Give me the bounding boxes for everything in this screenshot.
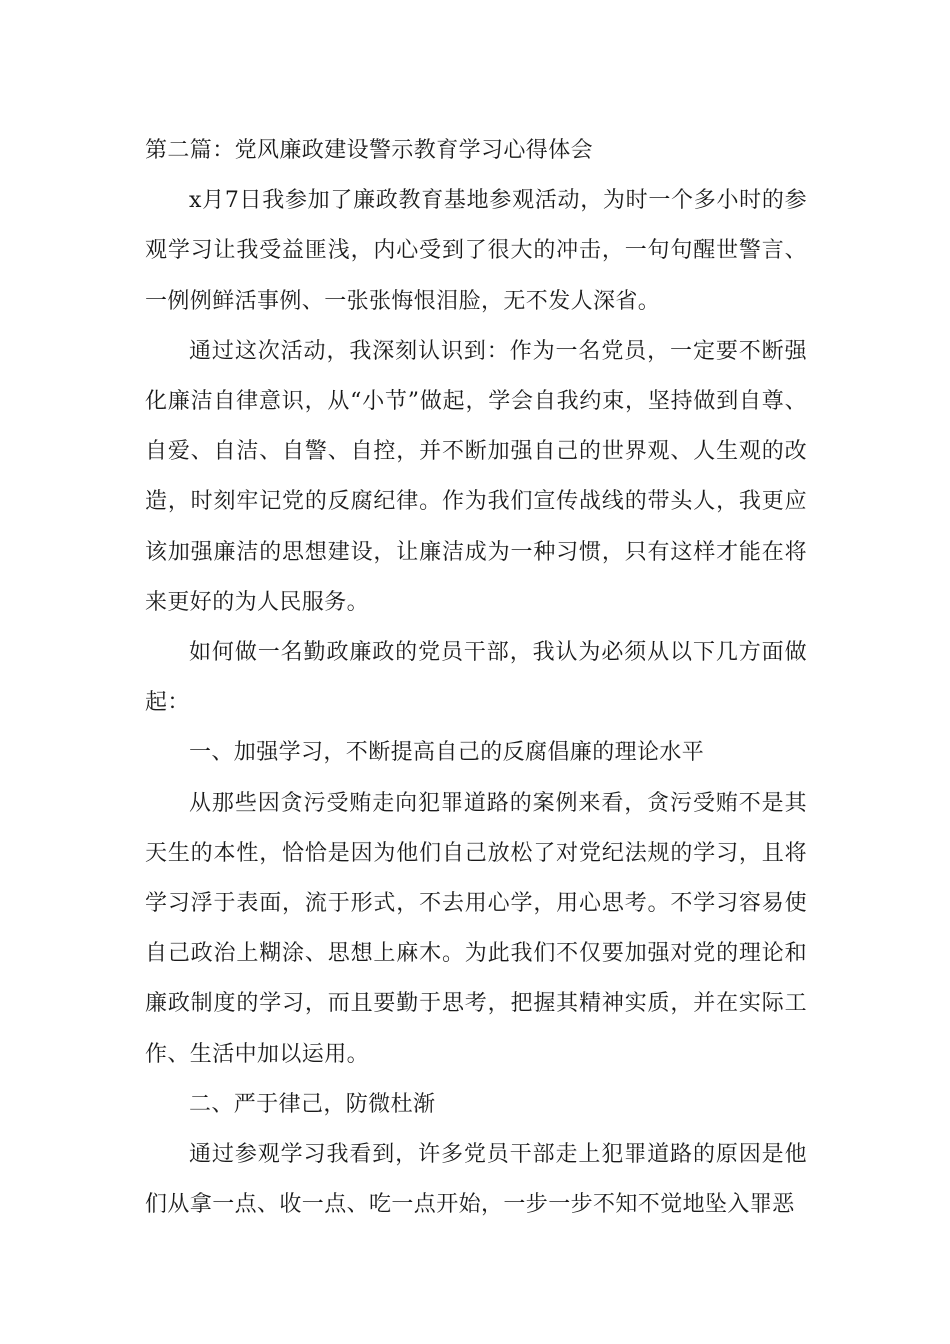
document-title: 第二篇：党风廉政建设警示教育学习心得体会 (145, 138, 594, 163)
paragraph-realization: 通过这次活动，我深刻认识到：作为一名党员，一定要不断强化廉洁自律意识，从“小节”做起，学会自我约束，坚持做到自尊、自爱、自洁、自警、自控，并不断加强自己的世界观、人生观的改造，时刻牢记党的反腐纪律。作为我们宣传战线的带头人，我更应该加强廉洁的思想建设，让廉洁成为一种习惯，只有这样才能在将来更好的为人民服务。 (145, 338, 807, 615)
section-heading-2: 二、严于律己，防微杜渐 (189, 1091, 436, 1117)
section-heading-1: 一、加强学习，不断提高自己的反腐倡廉的理论水平 (189, 740, 705, 766)
document-body (145, 126, 807, 1230)
paragraph-how-to: 如何做一名勤政廉政的党员干部，我认为必须从以下几方面做起： (145, 640, 807, 716)
paragraph-visit: x月7日我参加了廉政教育基地参观活动，为时一个多小时的参观学习让我受益匪浅，内心受到了很大的冲击，一句句醒世警言、一例例鲜活事例、一张张悔恨泪脸，无不发人深省。 (145, 188, 807, 314)
paragraph-study: 从那些因贪污受贿走向犯罪道路的案例来看，贪污受贿不是其天生的本性，恰恰是因为他们自己放松了对党纪法规的学习，且将学习浮于表面，流于形式，不去用心学，用心思考。不学习容易使自己政治上糊涂、思想上麻木。为此我们不仅要加强对党的理论和廉政制度的学习，而且要勤于思考，把握其精神实质，并在实际工作、生活中加以运用。 (145, 790, 807, 1067)
paragraph-self-discipline: 通过参观学习我看到，许多党员干部走上犯罪道路的原因是他们从拿一点、收一点、吃一点开始，一步一步不知不觉地坠入罪恶 (145, 1142, 807, 1218)
